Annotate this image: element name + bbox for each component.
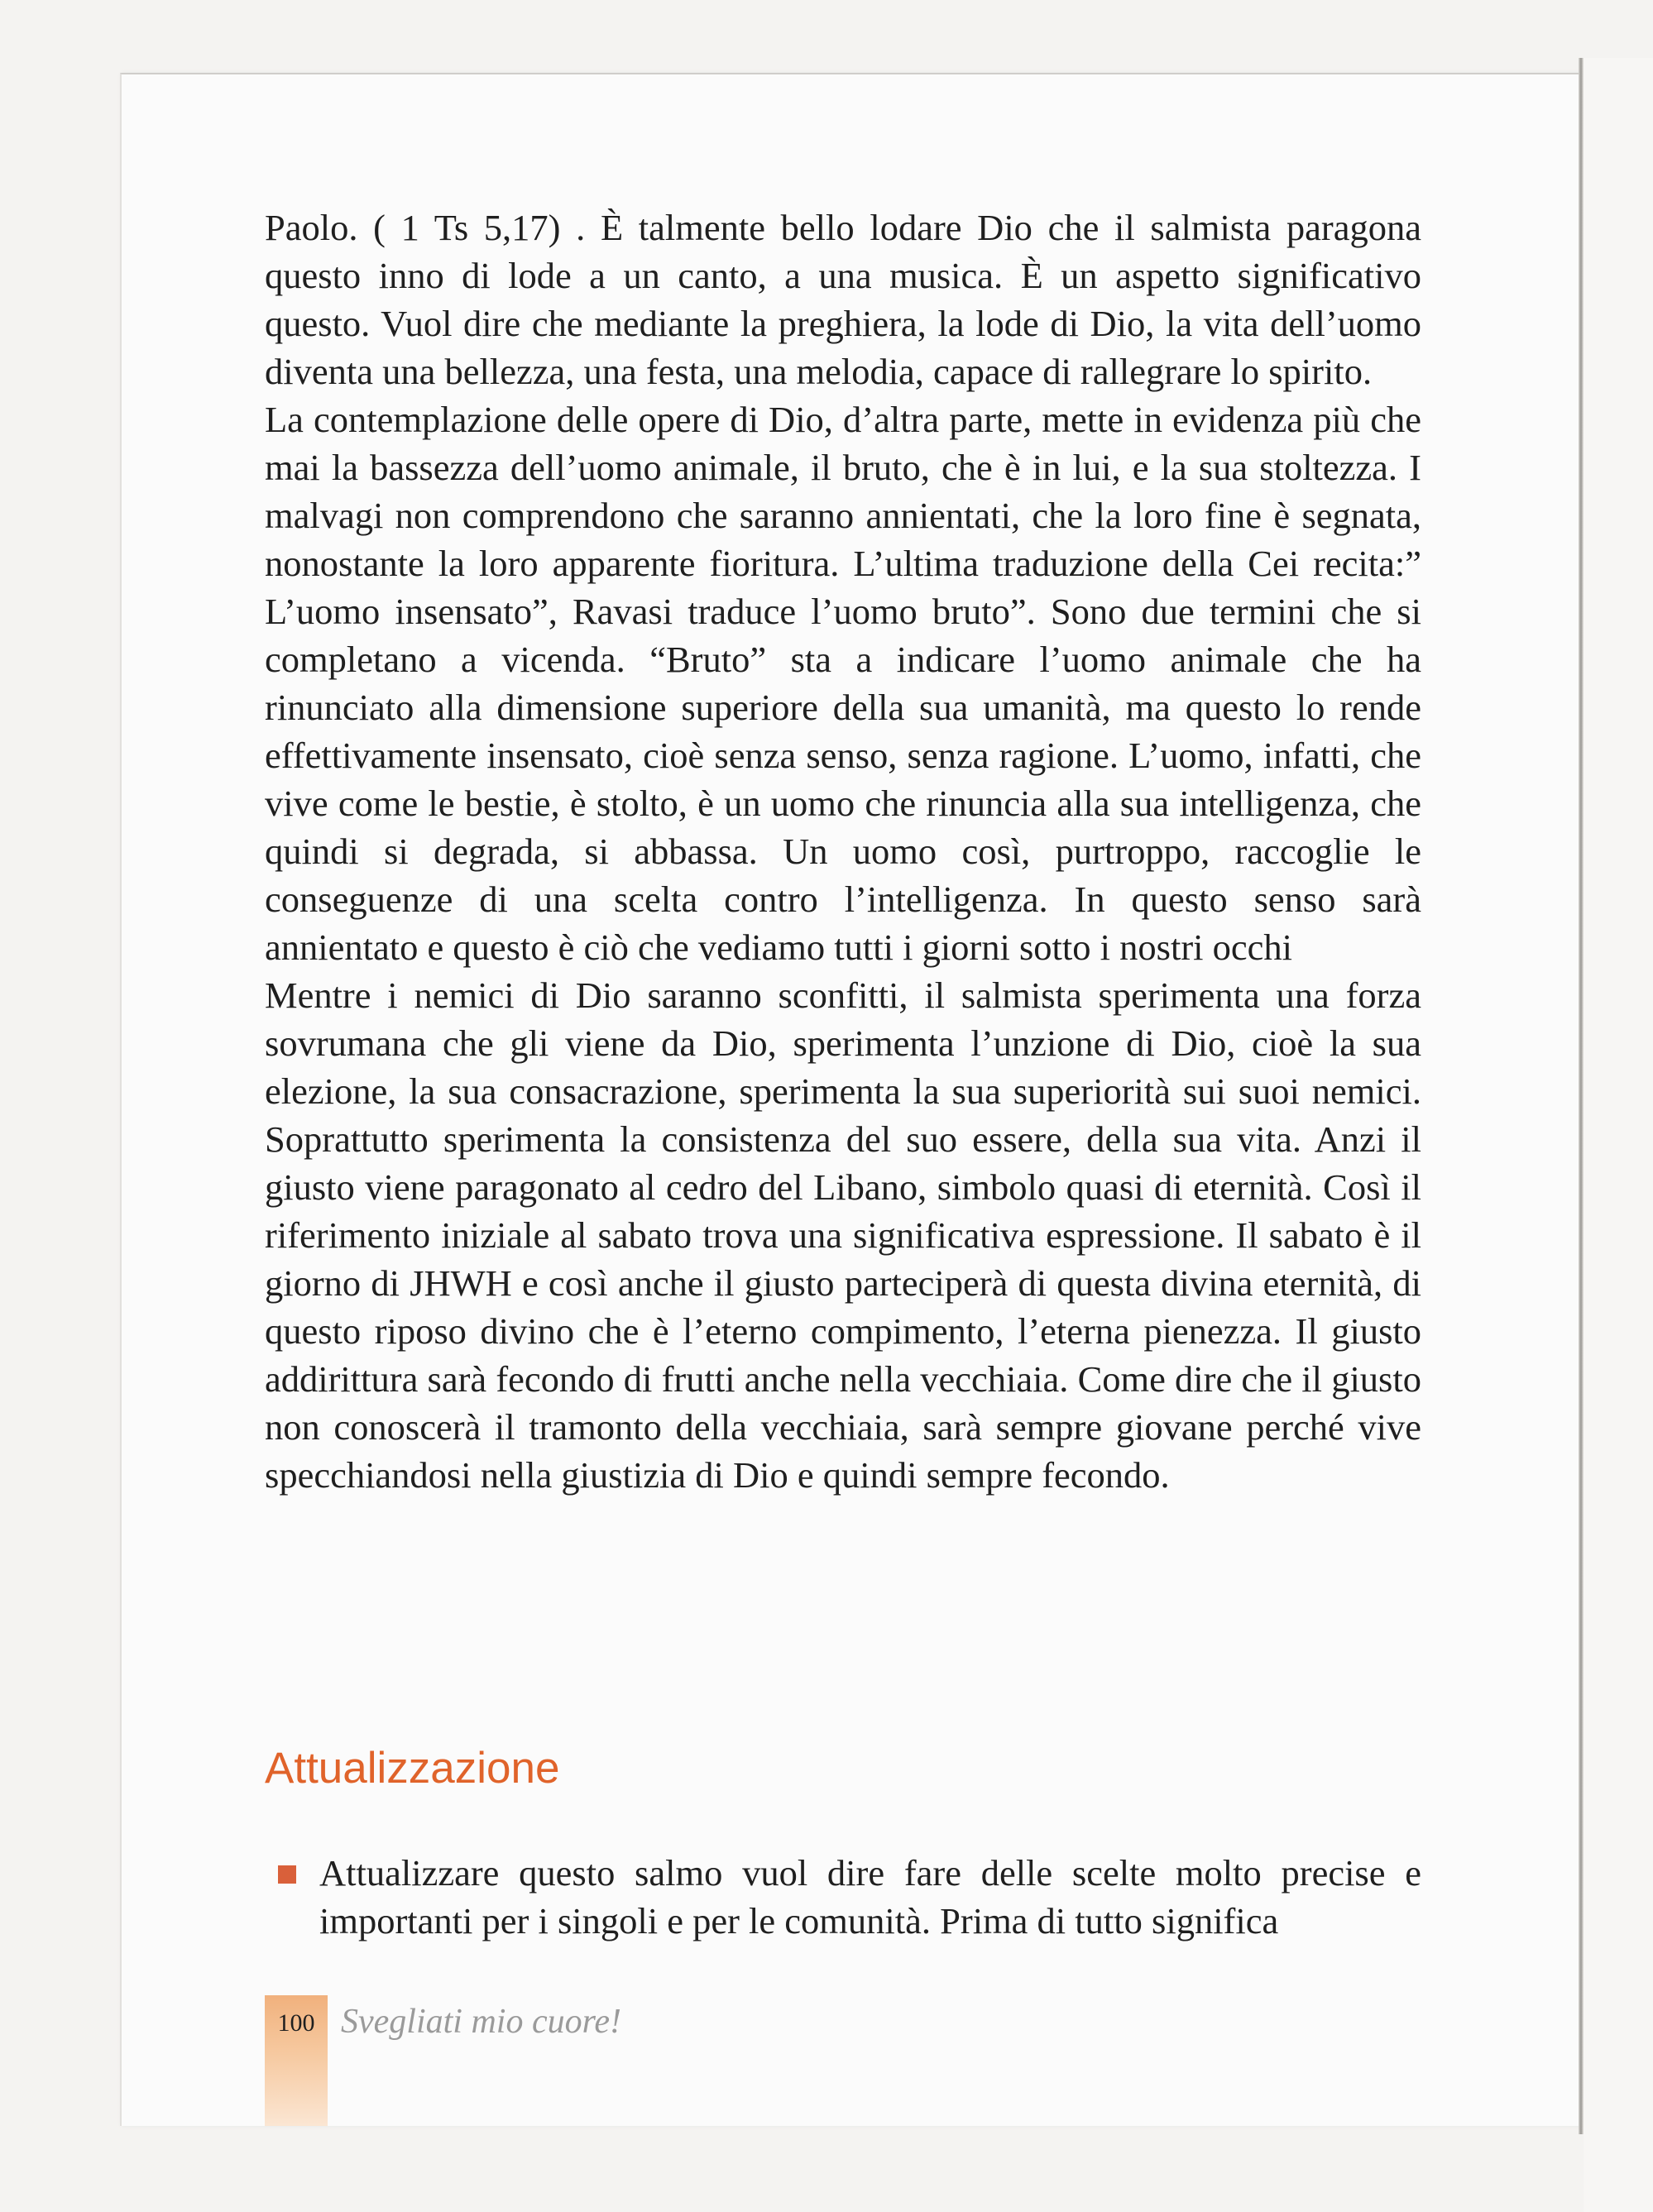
paragraph-2: La contemplazione delle opere di Dio, d’altra parte, mette in evidenza più che mai la bassezza dell’uomo animale, il bruto, che è in lui, e la sua stoltezza. I malvagi non comprendono che saranno annientati, che la loro fine è segnata, nonostante la loro apparente fioritura. L’ultima traduzione della Cei recita:” L’uomo insensato”, Ravasi traduce l’uomo bruto”. Sono due termini che si completano a vicenda. “Bruto” sta a indicare l’uomo animale che ha rinunciato alla dimensione superiore della sua umanità, ma questo lo rende effettivamente insensato, cioè senza senso, senza ragione. L’uomo, infatti, che vive come le bestie, è stolto, è un uomo che rinuncia alla sua intelligenza, che quindi si degrada, si abbassa. Un uomo così, purtroppo, raccoglie le conseguenze di una scelta contro l’intelligenza. In questo senso sarà annientato e questo è ciò che vediamo tutti i giorni sotto i nostri occhi bbox=[265, 399, 1421, 968]
body-text bbox=[265, 203, 1421, 1499]
page-number: 100 bbox=[277, 2009, 315, 2037]
square-bullet-icon bbox=[278, 1865, 296, 1884]
section-heading: Attualizzazione bbox=[265, 1744, 560, 1793]
paragraph-1: Paolo. ( 1 Ts 5,17) . È talmente bello lodare Dio che il salmista paragona questo inno di lode a un canto, a una musica. È un aspetto significativo questo. Vuol dire che mediante la preghiera, la lode di Dio, la vita dell’uomo diventa una bellezza, una festa, una melodia, capace di rallegrare lo spirito. bbox=[265, 207, 1421, 392]
running-title: Svegliati mio cuore! bbox=[341, 2003, 622, 2041]
paragraph-3: Mentre i nemici di Dio saranno sconfitti, il salmista sperimenta una forza sovrumana che gli viene da Dio, sperimenta l’unzione di Dio, cioè la sua elezione, la sua consacrazione, sperimenta la sua superiorità sui suoi nemici. Soprattutto sperimenta la consistenza del suo essere, della sua vita. Anzi il giusto viene paragonato al cedro del Libano, simbolo quasi di eternità. Così il riferimento iniziale al sabato trova una significativa espressione. Il sabato è il giorno di JHWH e così anche il giusto parteciperà di questa divina eternità, di questo riposo divino che è l’eterno compimento, l’eterna pienezza. Il giusto addirittura sarà fecondo di frutti anche nella vecchiaia. Come dire che il giusto non conoscerà il tramonto della vecchiaia, sarà sempre giovane perché vive specchiandosi nella giustizia di Dio e quindi sempre fecondo. bbox=[265, 974, 1421, 1496]
bullet-item bbox=[265, 1849, 1421, 1945]
bullet-text: Attualizzare questo salmo vuol dire fare delle scelte molto precise e importanti per i singoli e per le comunità. Prima di tutto significa bbox=[319, 1852, 1421, 1941]
facing-page-edge bbox=[1584, 58, 1653, 2212]
